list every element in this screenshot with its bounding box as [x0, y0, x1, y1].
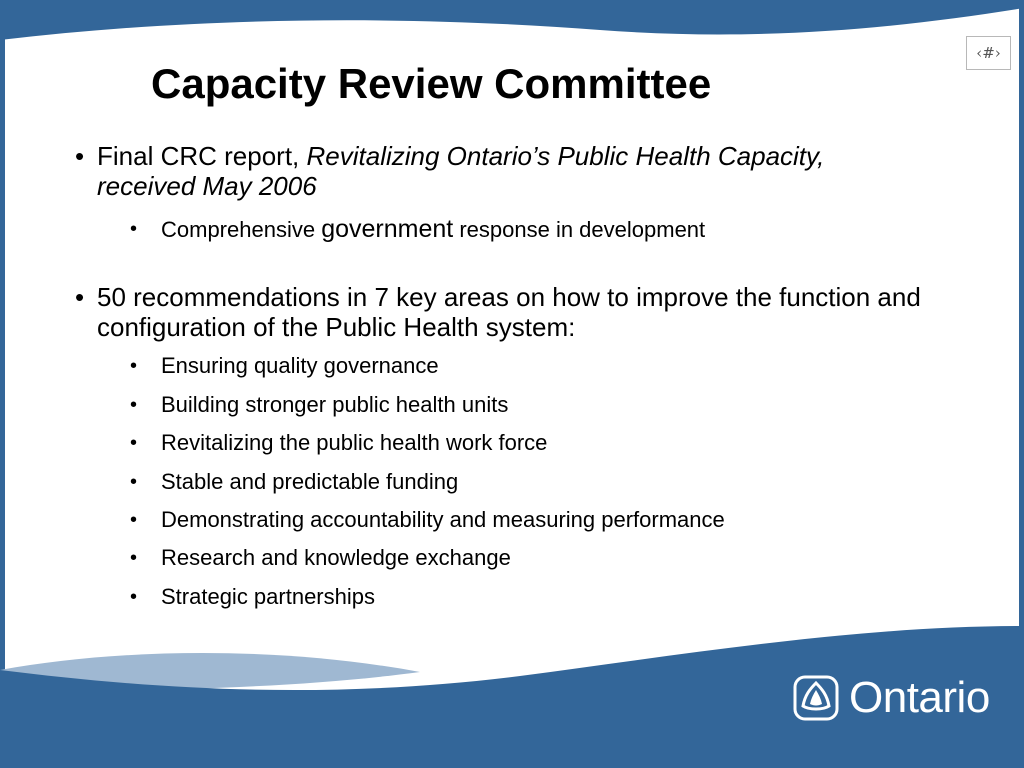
bullet-recommendations	[75, 282, 957, 342]
bullet-dot: •	[130, 355, 138, 377]
report-title: Revitalizing Ontario’s Public Health Capacity, received May 2006	[97, 141, 825, 201]
key-area-label: Building stronger public health units	[161, 392, 509, 417]
bullet-dot: •	[130, 509, 138, 531]
list-item	[130, 430, 548, 456]
bullet-dot: •	[75, 141, 85, 171]
slide-number-placeholder: ‹#›	[966, 36, 1011, 70]
left-border	[0, 0, 5, 768]
bullet-dot: •	[130, 394, 138, 416]
key-area-label: Demonstrating accountability and measuring performance	[161, 507, 725, 532]
bullet-final-report-prefix: Final CRC report,	[97, 141, 307, 171]
sub1-part1: Comprehensive	[161, 217, 322, 242]
bullet-recommendations-text: 50 recommendations in 7 key areas on how to improve the function and configuration of the Public Health system:	[97, 282, 921, 342]
sub1-part2: response in development	[453, 217, 706, 242]
list-item	[130, 392, 509, 418]
bullet-dot: •	[130, 586, 138, 608]
sub1-emphasis: government	[321, 215, 454, 243]
key-area-label: Stable and predictable funding	[161, 469, 459, 494]
ontario-logo	[793, 672, 990, 724]
top-wave	[0, 0, 1024, 40]
key-area-label: Revitalizing the public health work force	[161, 430, 548, 455]
bullet-dot: •	[130, 218, 138, 240]
key-area-label: Research and knowledge exchange	[161, 545, 511, 570]
list-item	[130, 584, 375, 610]
key-area-label: Strategic partnerships	[161, 584, 375, 609]
list-item	[130, 353, 439, 379]
page-title: Capacity Review Committee	[151, 60, 712, 107]
trillium-icon	[793, 675, 839, 721]
bullet-dot: •	[130, 432, 138, 454]
bullet-dot: •	[130, 471, 138, 493]
logo-wordmark: Ontario	[849, 673, 990, 722]
list-item	[130, 469, 459, 495]
bullet-dot: •	[130, 547, 138, 569]
sub-bullet-government-response	[130, 215, 706, 243]
bullet-dot: •	[75, 282, 85, 312]
list-item	[130, 545, 511, 571]
key-area-label: Ensuring quality governance	[161, 353, 439, 378]
list-item	[130, 507, 725, 533]
bullet-final-report	[75, 141, 917, 201]
